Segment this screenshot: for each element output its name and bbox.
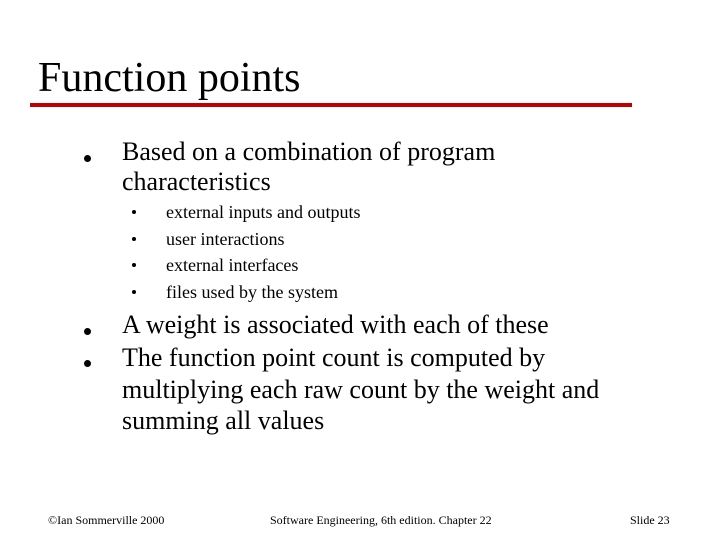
sub-item-3: external interfaces [166, 255, 299, 275]
bullet-1-line-1: Based on a combination of program [122, 137, 496, 166]
sub-bullet-marker-3 [132, 263, 136, 267]
sub-bullet-marker-4 [132, 290, 136, 294]
footer-slide-number: Slide 23 [630, 513, 670, 527]
bullet-3-line-3: summing all values [122, 406, 325, 435]
bullet-marker-2 [84, 328, 91, 335]
sub-bullet-marker-1 [132, 210, 136, 214]
footer-book-title: Software Engineering, 6th edition. Chapter 22 [270, 513, 492, 527]
bullet-marker-1 [84, 155, 91, 162]
sub-item-1: external inputs and outputs [166, 202, 361, 222]
sub-item-2: user interactions [166, 229, 285, 249]
bullet-3-line-1: The function point count is computed by [122, 343, 546, 372]
slide-title: Function points [38, 55, 301, 101]
bullet-marker-3 [84, 360, 91, 367]
footer-copyright: ©Ian Sommerville 2000 [48, 513, 165, 527]
bullet-1-line-2: characteristics [122, 167, 271, 196]
bullet-3-line-2: multiplying each raw count by the weight and [122, 375, 600, 404]
title-underline [30, 103, 632, 107]
bullet-2-line-1: A weight is associated with each of these [122, 310, 549, 339]
sub-item-4: files used by the system [166, 282, 338, 302]
sub-bullet-marker-2 [132, 237, 136, 241]
